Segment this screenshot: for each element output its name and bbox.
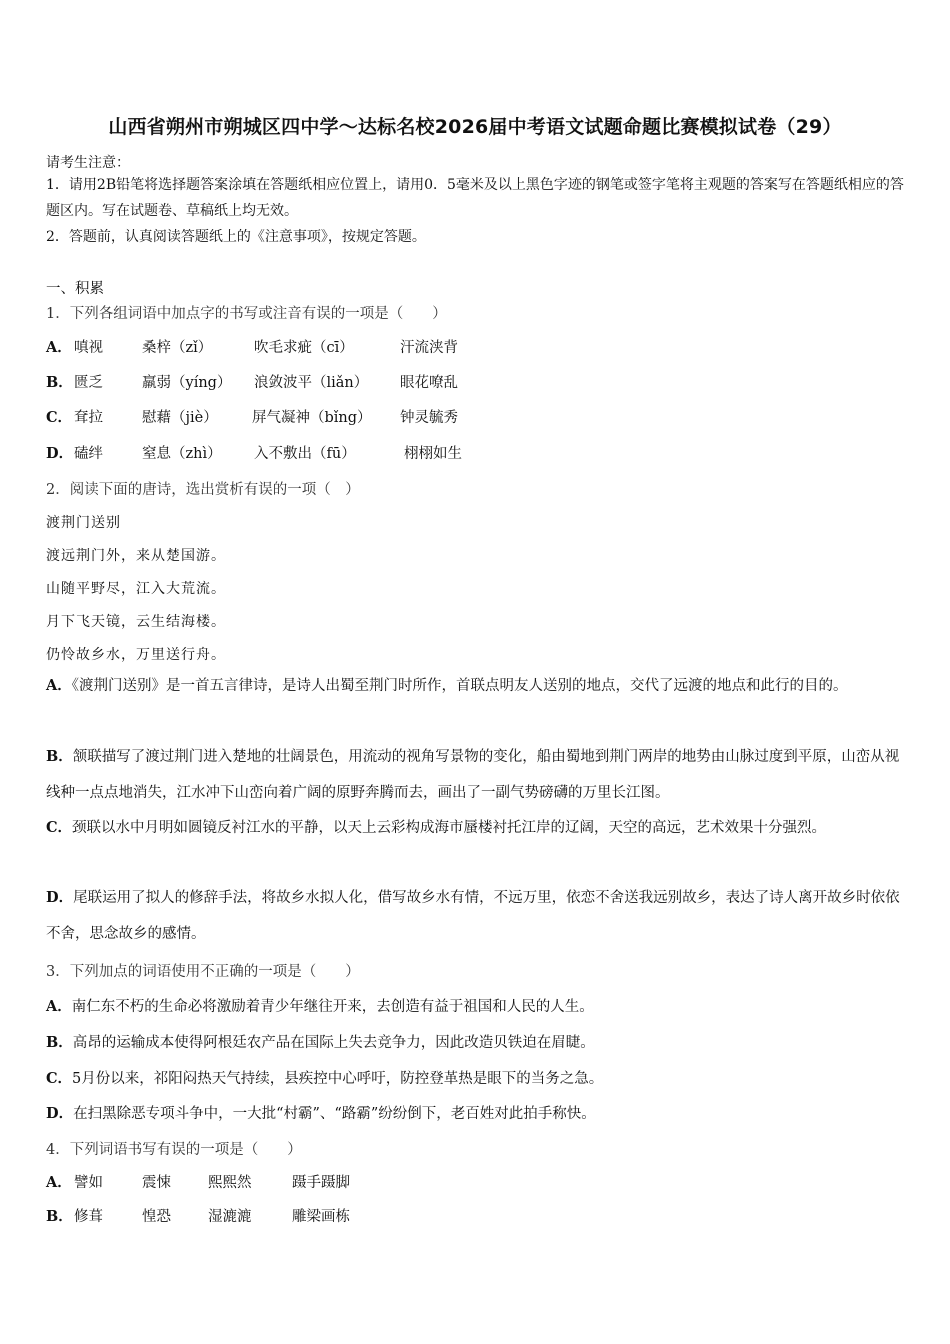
option-word: 熙熙然 — [208, 1175, 252, 1191]
poem-line: 渡远荆门外，来从楚国游。 — [46, 548, 226, 564]
option-label: B． — [46, 1034, 73, 1051]
poem-title: 渡荆门送别 — [46, 515, 121, 531]
q1-stem: 1．下列各组词语中加点字的书写或注音有误的一项是（ ） — [46, 306, 447, 322]
option-label: D． — [46, 445, 74, 462]
poem-line: 仍怜故乡水，万里送行舟。 — [46, 647, 226, 663]
option-word: 嗔视 — [74, 340, 103, 356]
option-label: A． — [46, 677, 72, 694]
poem-line: 山随平野尽，江入大荒流。 — [46, 581, 226, 597]
notice-item-2: 2．答题前，认真阅读答题纸上的《注意事项》，按规定答题。 — [46, 229, 426, 245]
option-text: 颔联描写了渡过荆门进入楚地的壮阔景色，用流动的视角写景物的变化，船由蜀地到荆门两岸的地势由山脉过度到平原，山峦从视线种一点点地消失，江水冲下山峦向着广阔的原野奔腾而去，画出了一副气势磅礴的万里长江图。 — [46, 749, 900, 801]
poem-line: 月下飞天镜，云生结海楼。 — [46, 614, 226, 630]
q1-option-b — [46, 371, 458, 392]
q3-option-a — [46, 995, 594, 1016]
option-text: 5月份以来，祁阳闷热天气持续，县疾控中心呼吁，防控登革热是眼下的当务之急。 — [72, 1071, 604, 1087]
q4-option-a — [46, 1171, 350, 1192]
option-text: 高昂的运输成本使得阿根廷农产品在国际上失去竞争力，因此改造贝铁迫在眉睫。 — [72, 1035, 595, 1051]
q3-option-b — [46, 1031, 595, 1052]
option-word: 震悚 — [142, 1175, 171, 1191]
option-word: 湿漉漉 — [208, 1209, 252, 1225]
q2-stem: 2．阅读下面的唐诗，选出赏析有误的一项（ ） — [46, 482, 360, 498]
notice-item-1: 1．请用2B铅笔将选择题答案涂填在答题纸相应位置上，请用0．5毫米及以上黑色字迹的钢笔或签字笔将主观题的答案写在答题纸相应的答题区内。写在试题卷、草稿纸上均无效。 — [46, 177, 904, 219]
option-word: 匮乏 — [74, 375, 103, 391]
q2-option-d — [46, 880, 908, 952]
option-label: B． — [46, 748, 73, 765]
option-label: D． — [46, 889, 74, 906]
option-word: 吹毛求疵（cī） — [254, 340, 354, 356]
option-text: 《渡荆门送别》是一首五言律诗，是诗人出蜀至荆门时所作，首联点明友人送别的地点，交代了远渡的地点和此行的目的。 — [71, 678, 848, 694]
q2-option-c — [46, 810, 908, 846]
option-word: 蹑手蹑脚 — [292, 1175, 350, 1191]
option-label: A． — [46, 1174, 72, 1191]
option-text: 在扫黑除恶专项斗争中，一大批“村霸”、“路霸”纷纷倒下，老百姓对此拍手称快。 — [73, 1106, 596, 1122]
option-word: 羸弱（yíng） — [142, 375, 232, 391]
option-label: B． — [46, 1208, 73, 1225]
q1-option-a — [46, 336, 458, 357]
option-word: 慰藉（jiè） — [142, 410, 218, 426]
q4-stem: 4．下列词语书写有误的一项是（ ） — [46, 1142, 302, 1158]
option-text: 尾联运用了拟人的修辞手法，将故乡水拟人化，借写故乡水有情，不远万里，依恋不舍送我远别故乡，表达了诗人离开故乡时依依不舍，思念故乡的感情。 — [46, 890, 900, 942]
q1-option-c — [46, 406, 458, 427]
option-word: 汗流浃背 — [400, 340, 458, 356]
option-word: 雕梁画栋 — [292, 1209, 350, 1225]
option-word: 桑梓（zǐ） — [142, 340, 213, 356]
q3-option-d — [46, 1102, 596, 1123]
option-label: B． — [46, 374, 73, 391]
option-label: A． — [46, 998, 72, 1015]
q4-option-b — [46, 1205, 350, 1226]
option-word: 眼花嘹乱 — [400, 375, 458, 391]
option-word: 栩栩如生 — [404, 446, 462, 462]
option-word: 譬如 — [74, 1175, 103, 1191]
q2-option-b — [46, 739, 908, 811]
option-word: 钟灵毓秀 — [400, 410, 458, 426]
option-word: 磕绊 — [74, 446, 103, 462]
option-word: 入不敷出（fū） — [254, 446, 356, 462]
option-label: D． — [46, 1105, 74, 1122]
option-label: C． — [46, 819, 73, 836]
option-label: A． — [46, 339, 72, 356]
option-word: 窒息（zhì） — [142, 446, 222, 462]
option-label: C． — [46, 1070, 73, 1087]
q1-option-d — [46, 442, 462, 463]
option-word: 修葺 — [74, 1209, 103, 1225]
section-heading: 一、积累 — [46, 281, 104, 297]
option-text: 颈联以水中月明如圆镜反衬江水的平静，以天上云彩构成海市蜃楼衬托江岸的辽阔，天空的高远，艺术效果十分强烈。 — [72, 820, 827, 836]
q3-option-c — [46, 1067, 603, 1088]
option-label: C． — [46, 409, 73, 426]
option-word: 惶恐 — [142, 1209, 171, 1225]
page-title: 山西省朔州市朔城区四中学～达标名校2026届中考语文试题命题比赛模拟试卷（29） — [108, 116, 842, 138]
option-text: 南仁东不朽的生命必将激励着青少年继往开来，去创造有益于祖国和人民的人生。 — [71, 999, 594, 1015]
q3-stem: 3．下列加点的词语使用不正确的一项是（ ） — [46, 964, 360, 980]
notice-heading: 请考生注意： — [46, 155, 130, 171]
option-word: 浪敛波平（liǎn） — [254, 375, 369, 391]
q2-option-a — [46, 668, 908, 704]
option-word: 耷拉 — [74, 410, 103, 426]
option-word: 屏气凝神（bǐng） — [252, 410, 372, 426]
